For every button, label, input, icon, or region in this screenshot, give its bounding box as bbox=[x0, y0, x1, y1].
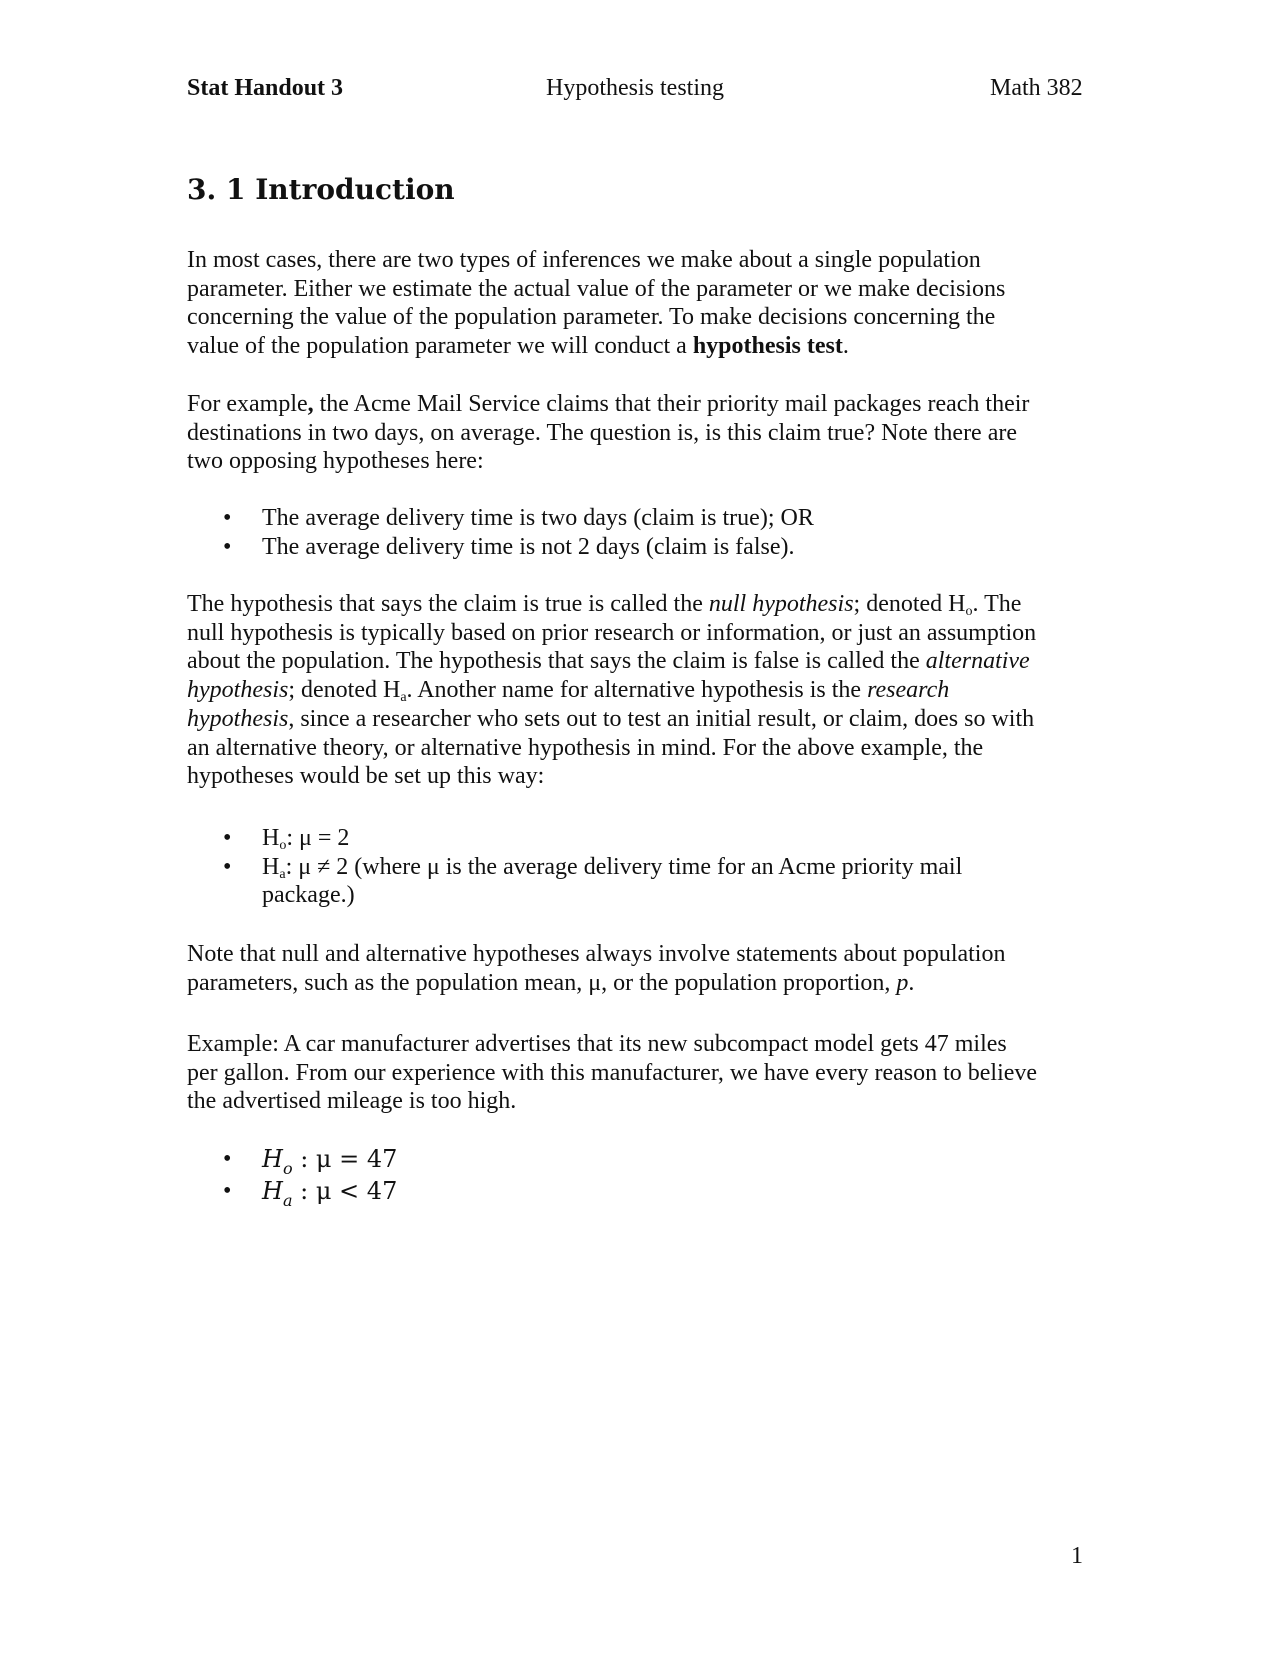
definitions-line-5 bbox=[187, 706, 1034, 732]
definitions-text: ; denoted H bbox=[288, 677, 401, 704]
list-item-text: The average delivery time is not 2 days (claim is false). bbox=[262, 533, 795, 560]
bullet-icon: • bbox=[223, 505, 232, 531]
definitions-line-7: hypotheses would be set up this way: bbox=[187, 763, 545, 790]
intro-line-4-end: . bbox=[842, 333, 849, 360]
acme-line-1-comma: , bbox=[307, 391, 314, 417]
subscript-a: a bbox=[400, 690, 407, 706]
hypothesis-subscript: o bbox=[279, 838, 287, 853]
definitions-text: . The bbox=[972, 591, 1022, 617]
intro-line-4 bbox=[187, 333, 849, 359]
hypothesis-formula-text: : μ = 47 bbox=[292, 1145, 398, 1173]
intro-line-4-text: value of the population parameter we will conduct a bbox=[187, 333, 693, 360]
bullet-icon: • bbox=[223, 825, 232, 851]
bullet-icon: • bbox=[223, 533, 232, 560]
hypothesis-term: hypothesis bbox=[187, 677, 289, 704]
section-heading: 3. 1 Introduction bbox=[187, 173, 455, 206]
note-text: . bbox=[908, 969, 915, 996]
list-item bbox=[187, 1143, 1087, 1178]
note-paragraph bbox=[187, 940, 1087, 997]
research-term: research bbox=[867, 677, 950, 704]
hypothesis-text: : μ ≠ 2 (where μ is the average delivery time for an Acme priority mail bbox=[285, 853, 963, 880]
acme-line-1-rest: the Acme Mail Service claims that their priority mail packages reach their bbox=[313, 391, 1030, 417]
note-line-2 bbox=[187, 970, 914, 996]
opposing-hypotheses-list bbox=[187, 504, 1087, 561]
null-hypothesis-term: null hypothesis bbox=[708, 591, 854, 617]
proportion-symbol: p bbox=[896, 969, 909, 996]
definitions-line-6: an alternative theory, or alternative hypothesis in mind. For the above example, the bbox=[187, 734, 984, 761]
definitions-text: about the population. The hypothesis that says the claim is false is called the bbox=[187, 648, 926, 675]
note-line-1: Note that null and alternative hypotheses always involve statements about population bbox=[187, 941, 1006, 967]
hypothesis-symbol: H bbox=[262, 1145, 283, 1173]
header-topic: Hypothesis testing bbox=[546, 75, 724, 101]
list-item bbox=[187, 1175, 1087, 1210]
definitions-line-2: null hypothesis is typically based on prior research or information, or just an assumption bbox=[187, 619, 1037, 646]
car-example-paragraph bbox=[187, 1030, 1087, 1116]
null-hypothesis-formula bbox=[262, 1145, 398, 1178]
header-course: Math 382 bbox=[990, 75, 1083, 101]
hypothesis-test-term: hypothesis test bbox=[692, 333, 843, 360]
hypothesis-symbol: H bbox=[262, 853, 280, 880]
null-hypothesis-statement bbox=[262, 825, 349, 851]
definitions-paragraph bbox=[187, 590, 1087, 791]
acme-line-1-start: For example bbox=[187, 391, 308, 417]
car-line-2: per gallon. From our experience with this manufacturer, we have every reason to believe bbox=[187, 1059, 1038, 1086]
intro-line-2: parameter. Either we estimate the actual value of the parameter or we make decisions bbox=[187, 275, 1006, 302]
hypothesis-symbol: H bbox=[262, 1177, 283, 1205]
hypothesis-symbol: H bbox=[262, 825, 280, 851]
hypothesis-subscript: a bbox=[279, 866, 286, 882]
hypothesis-text-continued: package.) bbox=[262, 882, 355, 909]
definitions-text: , since a researcher who sets out to test an initial result, or claim, does so with bbox=[288, 705, 1035, 732]
bullet-icon: • bbox=[223, 1178, 232, 1204]
subscript-o: o bbox=[965, 604, 973, 619]
car-hypotheses-list bbox=[187, 1143, 1087, 1210]
intro-line-1: In most cases, there are two types of inferences we make about a single population bbox=[187, 247, 981, 273]
acme-line-2: destinations in two days, on average. The question is, is this claim true? Note there are bbox=[187, 419, 1018, 446]
definitions-line-3 bbox=[187, 648, 1030, 674]
car-line-3: the advertised mileage is too high. bbox=[187, 1088, 517, 1115]
definitions-text: The hypothesis that says the claim is true is called the bbox=[187, 591, 709, 617]
hypothesis-subscript: a bbox=[282, 1191, 293, 1210]
hypothesis-text: : μ = 2 bbox=[286, 825, 350, 851]
acme-line-3: two opposing hypotheses here: bbox=[187, 448, 484, 475]
list-item bbox=[187, 824, 1087, 853]
note-text: parameters, such as the population mean, μ, or the population proportion, bbox=[187, 969, 897, 996]
acme-line-1 bbox=[187, 391, 1029, 417]
acme-example-paragraph bbox=[187, 390, 1087, 476]
list-item-text: The average delivery time is two days (claim is true); OR bbox=[262, 505, 814, 531]
hypothesis-term: hypothesis bbox=[187, 705, 289, 732]
definitions-line-1 bbox=[187, 591, 1021, 617]
intro-line-3: concerning the value of the population parameter. To make decisions concerning the bbox=[187, 304, 996, 331]
bullet-icon: • bbox=[223, 1146, 232, 1172]
acme-hypotheses-list bbox=[187, 824, 1087, 910]
alternative-hypothesis-formula bbox=[262, 1177, 398, 1210]
bullet-icon: • bbox=[223, 853, 232, 880]
definitions-line-4 bbox=[187, 677, 950, 706]
hypothesis-subscript: o bbox=[282, 1159, 293, 1178]
hypothesis-formula-text: : μ < 47 bbox=[292, 1177, 398, 1205]
definitions-text: . Another name for alternative hypothesis is the bbox=[406, 677, 868, 704]
list-item bbox=[187, 853, 1087, 910]
definitions-text: ; denoted H bbox=[853, 591, 966, 617]
header-title: Stat Handout 3 bbox=[187, 75, 344, 101]
list-item bbox=[187, 504, 1087, 533]
list-item bbox=[187, 533, 1087, 562]
page-number: 1 bbox=[1071, 1543, 1083, 1569]
car-line-1: Example: A car manufacturer advertises that its new subcompact model gets 47 miles bbox=[187, 1031, 1007, 1057]
intro-paragraph bbox=[187, 246, 1087, 361]
alternative-term: alternative bbox=[925, 648, 1030, 675]
alternative-hypothesis-statement bbox=[262, 854, 962, 909]
